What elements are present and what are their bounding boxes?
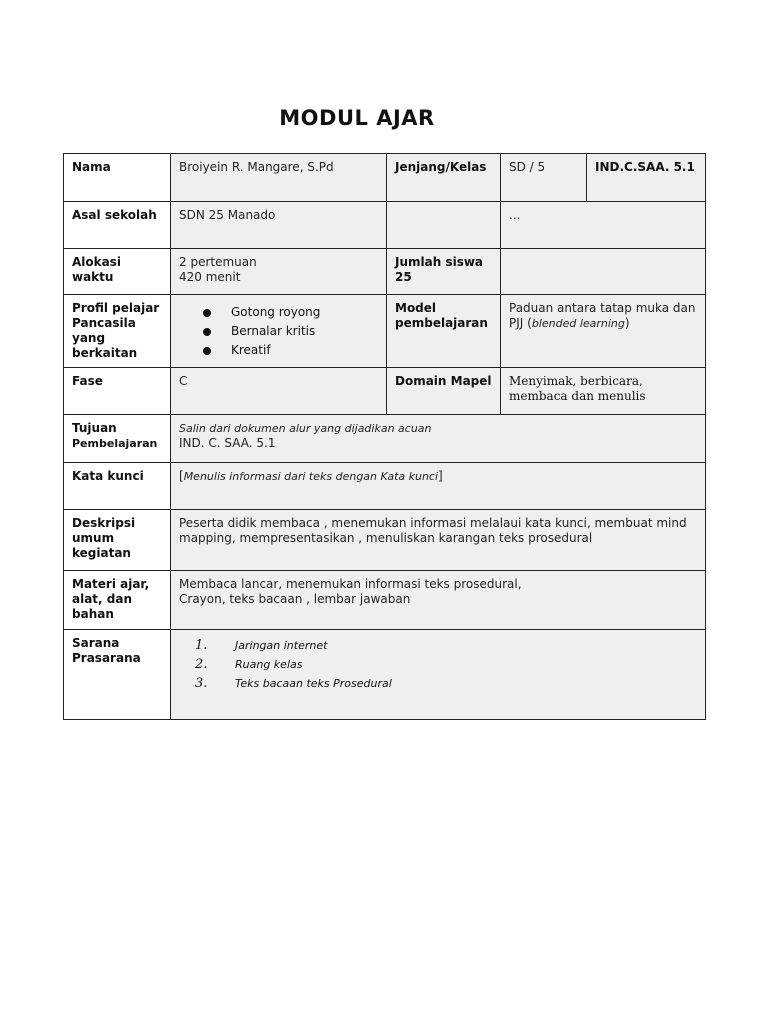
list-text: Jaringan internet <box>235 639 328 652</box>
label-deskripsi <box>64 510 171 571</box>
label-sarana <box>64 630 171 720</box>
label-tujuan-line1: Tujuan <box>72 421 117 435</box>
value-alokasi-line2: 420 menit <box>179 270 241 284</box>
row-asal-sekolah <box>64 202 706 249</box>
label-materi <box>64 571 171 630</box>
value-profil <box>171 295 387 368</box>
value-materi-line2: Crayon, teks bacaan , lembar jawaban <box>179 592 411 606</box>
value-alokasi-line1: 2 pertemuan <box>179 255 257 269</box>
list-item <box>195 674 697 693</box>
row-kata-kunci <box>64 463 706 510</box>
value-materi <box>171 571 706 630</box>
label-nama: Nama <box>64 154 171 202</box>
sarana-list <box>179 636 697 693</box>
value-jenjang: SD / 5 <box>501 154 587 202</box>
row-fase <box>64 368 706 415</box>
value-tujuan-line1: Salin dari dokumen alur yang dijadikan acuan <box>179 422 432 435</box>
label-model: Model pembelajaran <box>387 295 501 368</box>
profil-list <box>179 303 378 360</box>
value-asal-extra: ... <box>501 202 706 249</box>
list-item: Bernalar kritis <box>199 322 378 341</box>
value-model <box>501 295 706 368</box>
value-model-c: ) <box>624 316 630 330</box>
value-materi-line1: Membaca lancar, menemukan informasi teks prosedural, <box>179 577 522 591</box>
list-item: Gotong royong <box>199 303 378 322</box>
list-number: 2. <box>195 657 208 672</box>
list-item: Kreatif <box>199 341 378 360</box>
row-tujuan <box>64 415 706 463</box>
list-number: 1. <box>195 638 208 653</box>
row-sarana <box>64 630 706 720</box>
label-profil: Profil pelajar Pancasila yang berkaitan <box>64 295 171 368</box>
cell-empty-asal <box>387 202 501 249</box>
row-profil <box>64 295 706 368</box>
value-fase: C <box>171 368 387 415</box>
list-number: 3. <box>195 676 208 691</box>
label-alokasi: Alokasi waktu <box>64 249 171 295</box>
modul-table <box>63 153 706 720</box>
label-jenjang: Jenjang/Kelas <box>387 154 501 202</box>
value-sarana <box>171 630 706 720</box>
row-materi <box>64 571 706 630</box>
label-fase: Fase <box>64 368 171 415</box>
value-kode: IND.C.SAA. 5.1 <box>587 154 706 202</box>
label-jumlah-siswa: Jumlah siswa 25 <box>387 249 501 295</box>
label-deskripsi-line2: umum kegiatan <box>72 531 131 560</box>
value-tujuan <box>171 415 706 463</box>
label-materi-line1: Materi ajar, <box>72 577 150 591</box>
list-item <box>195 655 697 674</box>
value-model-a: Paduan antara tatap muka dan PJJ ( <box>509 301 696 330</box>
row-nama <box>64 154 706 202</box>
list-item <box>195 636 697 655</box>
label-tujuan-line2: Pembelajaran <box>72 437 158 450</box>
list-text: Ruang kelas <box>235 658 303 671</box>
label-materi-line2: alat, dan bahan <box>72 592 133 621</box>
value-domain: Menyimak, berbicara, membaca dan menulis <box>501 368 706 415</box>
label-kata-kunci: Kata kunci <box>64 463 171 510</box>
label-deskripsi-line1: Deskripsi <box>72 516 136 530</box>
value-jumlah-siswa <box>501 249 706 295</box>
value-kata-kunci <box>171 463 706 510</box>
value-tujuan-line2: IND. C. SAA. 5.1 <box>179 436 276 450</box>
label-sarana-line2: Prasarana <box>72 651 141 665</box>
value-kata-c: ] <box>438 469 443 483</box>
value-kata-b: Menulis informasi dari teks dengan Kata kunci <box>183 470 439 483</box>
row-alokasi <box>64 249 706 295</box>
value-alokasi <box>171 249 387 295</box>
value-nama: Broiyein R. Mangare, S.Pd <box>171 154 387 202</box>
label-tujuan <box>64 415 171 463</box>
value-asal-sekolah: SDN 25 Manado <box>171 202 387 249</box>
value-model-b: blended learning <box>531 317 625 330</box>
label-sarana-line1: Sarana <box>72 636 120 650</box>
label-domain: Domain Mapel <box>387 368 501 415</box>
row-deskripsi <box>64 510 706 571</box>
list-text: Teks bacaan teks Prosedural <box>235 677 392 690</box>
page-title: MODUL AJAR <box>279 106 435 130</box>
value-kata-a: [ <box>179 469 184 483</box>
label-asal-sekolah: Asal sekolah <box>64 202 171 249</box>
value-deskripsi: Peserta didik membaca , menemukan informasi melalaui kata kunci, membuat mind mapping, mempresentasikan , menuliskan karangan teks prosedural <box>171 510 706 571</box>
